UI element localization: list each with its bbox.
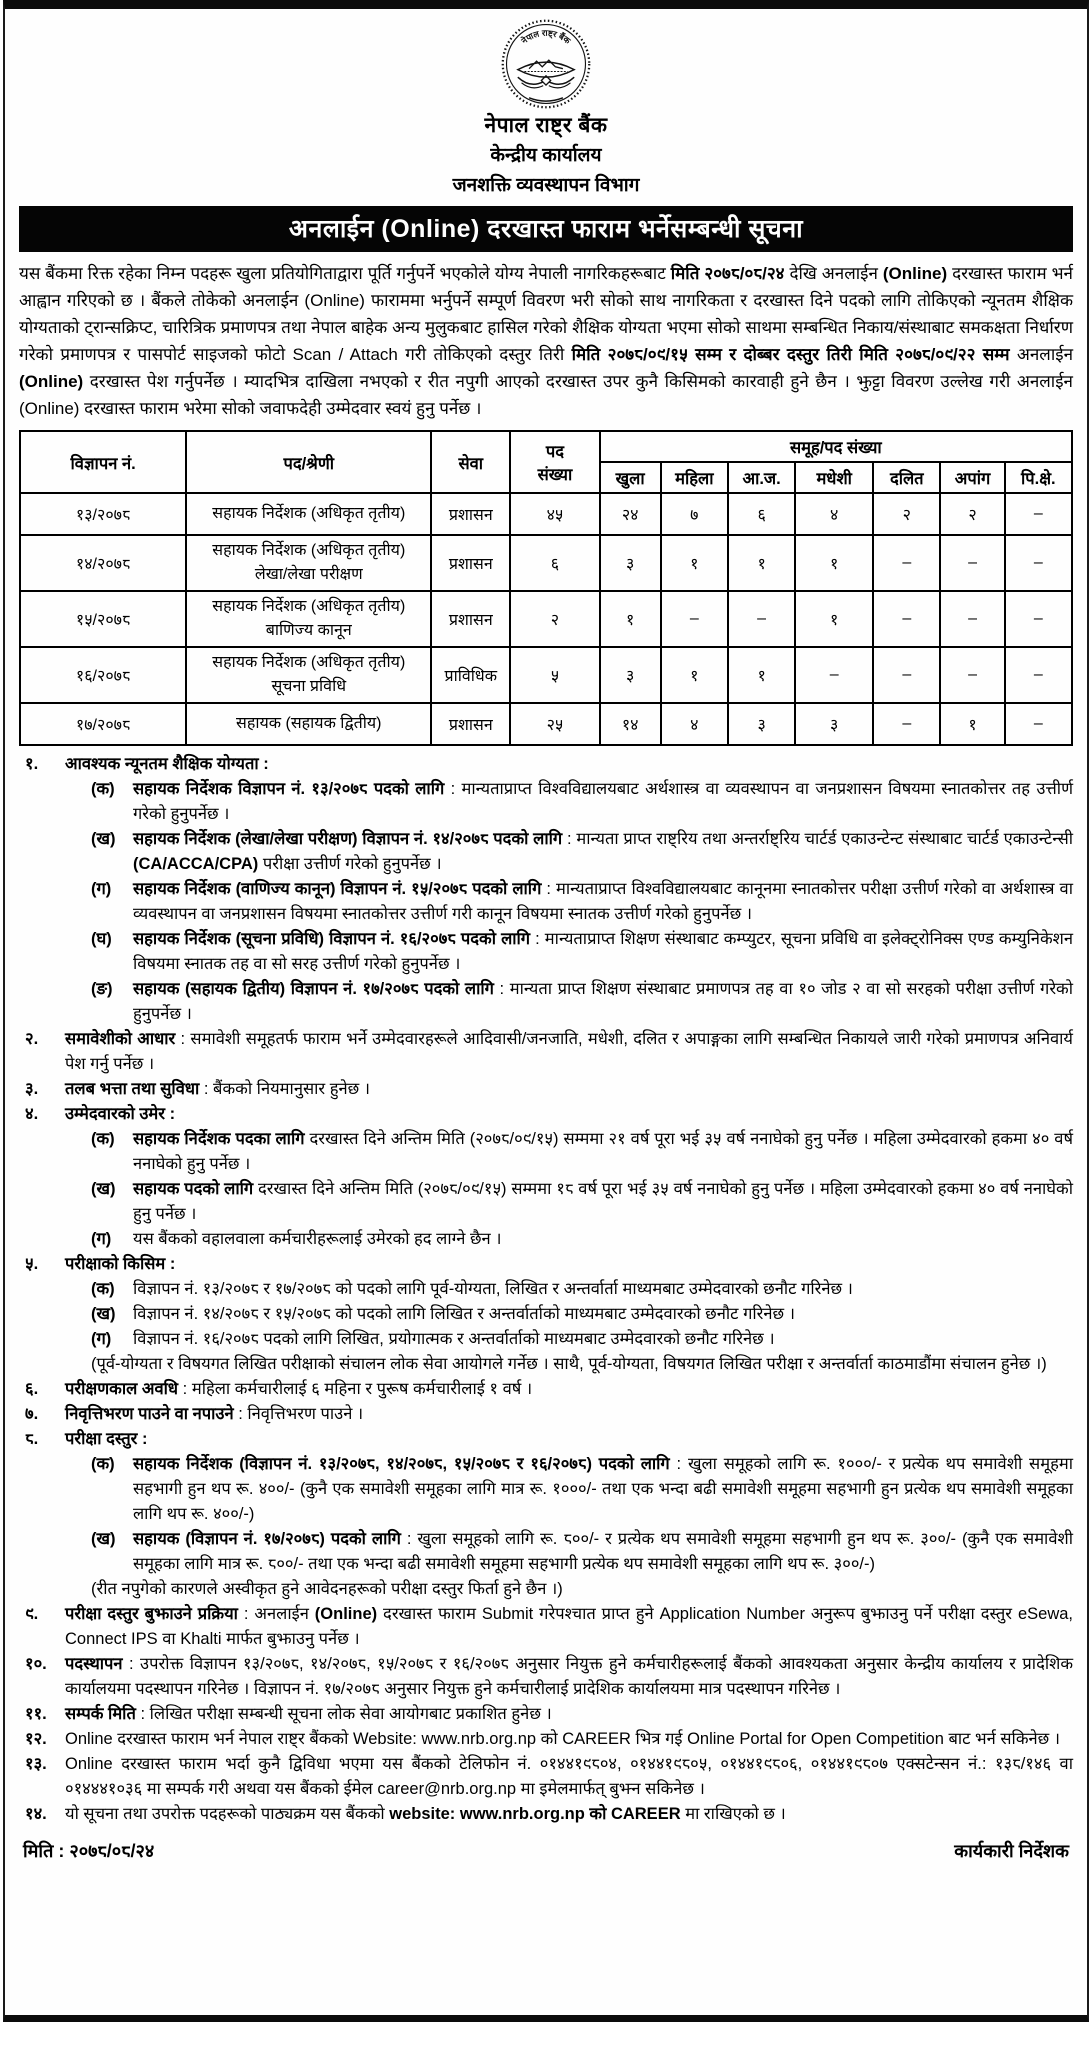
sub-item-label: (क) [91, 780, 115, 798]
section-sub-item [91, 977, 1073, 1027]
text-run: : समावेशी समूहतर्फ फाराम भर्ने उम्मेदवारहरूले आदिवासी/जनजाति, मधेशी, दलित र अपाङ्गका लागि सम्बन्धित निकायले जारी गरेको प्रमाणपत्र अनिवार्य पेश गर्नु पर्नेछ । [65, 1030, 1073, 1073]
post-cell [186, 493, 431, 535]
bold-text-run: परीक्षाको किसिम : [65, 1255, 176, 1273]
group-count-cell-6: – [1005, 591, 1072, 647]
group-count-cell-1: ७ [661, 493, 728, 535]
post-line: सहायक निर्देशक (अधिकृत तृतीय) [212, 598, 406, 615]
sub-item-label: (ङ) [91, 980, 113, 998]
section-main-line [65, 1602, 1073, 1652]
group-count-cell-0: १४ [600, 703, 661, 745]
vacancy-row [20, 703, 1072, 745]
col-header-post: पद/श्रेणी [186, 431, 431, 493]
section-item [19, 1377, 1073, 1402]
sub-item-text [133, 877, 1073, 927]
bold-text-run: सहायक पदको लागि [133, 1180, 254, 1198]
vacancy-table-head [20, 431, 1072, 493]
post-count-line2: संख्या [537, 466, 573, 484]
section-content [65, 1252, 1073, 1377]
bold-text-run: सहायक (सहायक द्वितीय) विज्ञापन नं. १७/२०७८ पदको लागि [133, 980, 494, 998]
sub-item-text [133, 1327, 1073, 1352]
post-line: सूचना प्रविधि [271, 678, 347, 695]
section-main-line [65, 1752, 1073, 1802]
advt-no-cell: १५/२०७८ [20, 591, 186, 647]
group-count-cell-1: ४ [661, 703, 728, 745]
group-count-cell-5: १ [940, 703, 1004, 745]
section-item [19, 1802, 1073, 1827]
section-content [65, 1602, 1073, 1652]
col-header-group: समूह/पद संख्या [600, 431, 1072, 462]
text-run: : मान्यताप्राप्त विश्वविद्यालयबाट अर्थशास्त्र वा व्यवस्थापन वा जनप्रशासन विषयमा स्नातकोत्तर तह उत्तीर्ण गरेको हुनुपर्नेछ । [133, 780, 1073, 823]
vacancy-table-body [20, 493, 1072, 745]
advt-no-cell: १६/२०७८ [20, 647, 186, 703]
text-run: : लिखित परीक्षा सम्बन्धी सूचना लोक सेवा आयोगबाट प्रकाशित हुनेछ । [135, 1705, 552, 1723]
group-count-cell-0: १ [600, 591, 661, 647]
section-item [19, 1702, 1073, 1727]
section-sub-item [91, 1302, 1073, 1327]
section-item [19, 1652, 1073, 1702]
section-sub-item [91, 1327, 1073, 1352]
text-run: : मान्यताप्राप्त विश्वविद्यालयबाट कानूनमा स्नातकोत्तर परीक्षा उत्तीर्ण गरेको वा अर्थशास्त्र वा व्यवस्थापन वा जनप्रशासन विषयमा स्नातकोत्तर उत्तीर्ण गरी कानून विषयमा स्नातक उत्तीर्ण गरेको हुनुपर्नेछ । [133, 880, 1073, 923]
central-office-line: केन्द्रीय कार्यालय [490, 145, 602, 166]
section-number: १. [25, 755, 39, 773]
vacancy-table [19, 430, 1073, 746]
section-number: ९. [25, 1605, 39, 1623]
sub-item-label: (क) [91, 1130, 115, 1148]
text-run: दरखास्त पेश गर्नुपर्नेछ । म्यादभित्र दाखिला नभएको र रीत नपुगी आएको दरखास्त उपर कुनै किसिमको कारवाही हुने छैन । झुट्टा विवरण उल्लेख गरी अनलाईन (Online) दरखास्त फाराम भरेमा सोको जवाफदेही उम्मेदवार स्वयं हुनु पर्नेछ । [19, 372, 1073, 418]
bold-text-run: (Online) [314, 1605, 378, 1623]
text-run: Online दरखास्त फाराम भर्न नेपाल राष्ट्र बैंकको Website: www.nrb.org.np को CAREER भित्र गई Online Portal for Open Competition बाट भर्न सकिनेछ । [65, 1730, 1061, 1748]
bold-text-run: सहायक निर्देशक पदका लागि [133, 1130, 305, 1148]
section-item [19, 1102, 1073, 1252]
section-number: ११. [25, 1705, 47, 1723]
section-number: १२. [25, 1730, 47, 1748]
service-cell: प्राविधिक [431, 647, 510, 703]
section-number: ६. [25, 1380, 39, 1398]
text-run: : निवृत्तिभरण पाउने । [233, 1405, 364, 1423]
post-cell [186, 591, 431, 647]
post-count-cell: ६ [510, 535, 599, 591]
section-item [19, 1402, 1073, 1427]
bold-text-run: (Online) [19, 372, 84, 391]
text-run: परीक्षा उत्तीर्ण गरेको हुनुपर्नेछ । [258, 855, 442, 873]
post-count-cell: २ [510, 591, 599, 647]
intro-paragraph [19, 260, 1073, 422]
service-cell: प्रशासन [431, 493, 510, 535]
section-content [65, 1652, 1073, 1702]
post-cell [186, 703, 431, 745]
section-number: ७. [25, 1405, 39, 1423]
section-note [91, 1352, 1073, 1377]
col-header-adivasi: आ.ज. [728, 462, 795, 493]
group-count-cell-2: – [728, 591, 795, 647]
col-header-backward-area: पि.क्षे. [1005, 462, 1072, 493]
section-sub-item [91, 777, 1073, 827]
group-count-cell-5: – [940, 591, 1004, 647]
sub-item-label: (क) [91, 1455, 115, 1473]
section-sub-item [91, 1277, 1073, 1302]
post-line: सहायक निर्देशक (अधिकृत तृतीय) [212, 542, 406, 559]
bold-text-run: मिति २०७८/०८/२४ [670, 264, 785, 283]
sub-item-label: (ख) [91, 1305, 116, 1323]
group-count-cell-0: ३ [600, 647, 661, 703]
text-run: अनलाईन [1009, 345, 1073, 364]
post-line: सहायक निर्देशक (अधिकृत तृतीय) [212, 654, 406, 671]
group-count-cell-4: २ [873, 493, 940, 535]
bold-text-run: सम्पर्क मिति [65, 1705, 136, 1723]
text-run: दरखास्त दिने अन्तिम मिति (२०७८/०९/१५) सम्ममा १८ वर्ष पूरा भई ३५ वर्ष ननाघेको हुनु पर्नेछ । महिला उम्मेदवारको हकमा ४० वर्ष ननाघेको हुनु पर्नेछ । [133, 1180, 1073, 1223]
text-run: देखि अनलाईन [784, 264, 883, 283]
text-run: : मान्यता प्राप्त राष्ट्रिय तथा अन्तर्राष्ट्रिय चार्टर्ड एकाउन्टेन्ट संस्थाबाट चार्टर्ड एकाउन्टेन्सी [562, 830, 1073, 848]
text-run: : महिला कर्मचारीलाई ६ महिना र पुरूष कर्मचारीलाई १ वर्ष । [178, 1380, 533, 1398]
group-count-cell-6: – [1005, 535, 1072, 591]
bold-text-run: निवृत्तिभरण पाउने वा नपाउने [65, 1405, 234, 1423]
section-content [65, 1102, 1073, 1252]
document-footer [23, 1839, 1069, 1863]
group-count-cell-3: ३ [795, 703, 873, 745]
post-count-cell: ४५ [510, 493, 599, 535]
group-count-cell-3: १ [795, 535, 873, 591]
bold-text-run: समावेशीको आधार [65, 1030, 176, 1048]
bold-text-run: पदस्थापन [65, 1655, 123, 1673]
sub-item-text [133, 1177, 1073, 1227]
bold-text-run: आवश्यक न्यूनतम शैक्षिक योग्यता : [65, 755, 269, 773]
group-count-cell-0: ३ [600, 535, 661, 591]
section-main-line [65, 1802, 1073, 1827]
post-line: सहायक निर्देशक (अधिकृत तृतीय) [212, 505, 406, 522]
section-content [65, 1802, 1073, 1827]
col-header-advt-no: विज्ञापन नं. [20, 431, 186, 493]
section-content [65, 1727, 1073, 1752]
sub-item-label: (ख) [91, 830, 116, 848]
text-run: दरखास्त फाराम Submit गरेपश्चात प्राप्त हुने Application Number अनुरूप बुझाउनु पर्ने परीक्षा दस्तुर eSewa, Connect IPS वा Khalti मार्फत बुझाउनु पर्नेछ । [65, 1605, 1073, 1648]
bold-text-run: website: www.nrb.org.np को CAREER [389, 1805, 681, 1823]
sub-item-text [133, 827, 1073, 877]
section-number: ४. [25, 1105, 39, 1123]
group-count-cell-1: – [661, 591, 728, 647]
group-count-cell-2: १ [728, 647, 795, 703]
col-header-disabled: अपांग [940, 462, 1004, 493]
notice-page [3, 0, 1089, 2022]
post-count-cell: २५ [510, 703, 599, 745]
section-sub-item [91, 877, 1073, 927]
text-run: : खुला समूहको लागि रू. १०००/- र प्रत्येक थप समावेशी समूहमा सहभागी हुन थप रू. ४००/- (कुनै एक समावेशी समूहका लागि मात्र रू. १०००/- तथा एक भन्दा बढी समावेशी समूहमा सहभागी हुन प्रत्येक थप समावेशी समूहका लागि थप रू. ४००/-) [133, 1455, 1073, 1523]
text-run: : मान्यताप्राप्त शिक्षण संस्थाबाट कम्प्युटर, सूचना प्रविधि वा इलेक्ट्रोनिक्स एण्ड कम्युनिकेशन विषयमा स्नातक तह वा सो सरह उत्तीर्ण गरेको हुनुपर्नेछ । [133, 930, 1073, 973]
document-header [19, 17, 1073, 201]
sub-item-text [133, 1452, 1073, 1527]
vacancy-row [20, 647, 1072, 703]
section-main-line [65, 1727, 1073, 1752]
section-number: ८. [25, 1430, 39, 1448]
bold-text-run: मिति २०७८/०९/१५ सम्म र दोब्बर दस्तुर तिरी मिति २०७८/०९/२२ सम्म [571, 345, 1010, 364]
text-run: (रीत नपुगेको कारणले अस्वीकृत हुने आवेदनहरूको परीक्षा दस्तुर फिर्ता हुने छैन ।) [91, 1580, 563, 1598]
section-item [19, 1252, 1073, 1377]
bold-text-run: उम्मेदवारको उमेर : [65, 1105, 176, 1123]
section-main-line [65, 1252, 1073, 1277]
sub-item-label: (ग) [91, 880, 112, 898]
section-main-line [65, 1427, 1073, 1452]
sub-item-text [133, 1127, 1073, 1177]
post-line: बाणिज्य कानून [265, 622, 352, 639]
sub-item-label: (ख) [91, 1180, 116, 1198]
bold-text-run: परीक्षणकाल अवधि [65, 1380, 179, 1398]
section-main-line [65, 1377, 1073, 1402]
section-number: १४. [25, 1805, 47, 1823]
text-run: (पूर्व-योग्यता र विषयगत लिखित परीक्षाको संचालन लोक सेवा आयोगले गर्नेछ । साथै, पूर्व-योग्यता, विषयगत लिखित परीक्षा र अन्तर्वार्ता काठमाडौंमा संचालन हुनेछ ।) [91, 1355, 1047, 1373]
group-count-cell-6: – [1005, 703, 1072, 745]
section-sub-item [91, 1527, 1073, 1577]
section-content [65, 1077, 1073, 1102]
col-header-service: सेवा [431, 431, 510, 493]
notice-title-banner: अनलाईन (Online) दरखास्त फाराम भर्नेसम्बन्धी सूचना [19, 206, 1073, 252]
post-cell [186, 535, 431, 591]
advt-no-cell: १३/२०७८ [20, 493, 186, 535]
section-sub-item [91, 1227, 1073, 1252]
sub-item-text [133, 1527, 1073, 1577]
section-sub-item [91, 1452, 1073, 1527]
footer-signature: कार्यकारी निर्देशक [954, 1841, 1069, 1861]
group-count-cell-6: – [1005, 647, 1072, 703]
bold-text-run: सहायक निर्देशक (सूचना प्रविधि) विज्ञापन नं. १६/२०७८ पदको लागि [133, 930, 531, 948]
sub-item-text [133, 977, 1073, 1027]
post-line: लेखा/लेखा परीक्षण [254, 566, 363, 583]
section-main-line [65, 1102, 1073, 1127]
section-item [19, 1027, 1073, 1077]
svg-text:नेपाल राष्ट्र बैंक: नेपाल राष्ट्र बैंक [519, 27, 573, 46]
bold-text-run: सहायक निर्देशक विज्ञापन नं. १३/२०७८ पदको लागि [133, 780, 445, 798]
group-count-cell-4: – [873, 703, 940, 745]
sub-item-text [133, 1227, 1073, 1252]
bold-text-run: (Online) [882, 264, 948, 283]
text-run: : उपरोक्त विज्ञापन १३/२०७८, १४/२०७८, १५/२०७८ र १६/२०७८ अनुसार नियुक्त हुने कर्मचारीहरूलाई बैंकको आवश्यकता अनुसार केन्द्रीय कार्यालय र प्रादेशिक कार्यालयमा पदस्थापन गरिनेछ । विज्ञापन नं. १७/२०७८ अनुसार नियुक्त हुने कर्मचारीलाई प्रादेशिक कार्यालयमा मात्र पदस्थापन गरिनेछ । [65, 1655, 1073, 1698]
section-content [65, 1027, 1073, 1077]
sub-item-text [133, 1277, 1073, 1302]
group-count-cell-5: २ [940, 493, 1004, 535]
section-item [19, 1727, 1073, 1752]
text-run: विज्ञापन नं. १३/२०७८ र १७/२०७८ को पदको लागि पूर्व-योग्यता, लिखित र अन्तर्वार्ता माध्यमबाट उम्मेदवारको छनौट गरिनेछ । [133, 1280, 853, 1298]
bold-text-run: सहायक निर्देशक (वाणिज्य कानून) विज्ञापन नं. १५/२०७८ पदको लागि [133, 880, 542, 898]
text-run: विज्ञापन नं. १४/२०७८ र १५/२०७८ को पदको लागि लिखित र अन्तर्वार्ताको माध्यमबाट उम्मेदवारको छनौट गरिनेछ । [133, 1305, 795, 1323]
text-run: : मान्यता प्राप्त शिक्षण संस्थाबाट प्रमाणपत्र तह वा १० जोड २ वा सो सरहको परीक्षा उत्तीर्ण गरेको हुनुपर्नेछ । [133, 980, 1074, 1023]
section-number: १०. [25, 1655, 47, 1673]
section-main-line [65, 1702, 1073, 1727]
group-count-cell-2: १ [728, 535, 795, 591]
sub-item-text [133, 927, 1073, 977]
section-content [65, 1702, 1073, 1727]
group-count-cell-5: – [940, 535, 1004, 591]
group-count-cell-3: १ [795, 591, 873, 647]
section-number: ५. [25, 1255, 39, 1273]
section-main-line [65, 1027, 1073, 1077]
sub-item-label: (घ) [91, 930, 112, 948]
text-run: दरखास्त दिने अन्तिम मिति (२०७८/०९/१५) सम्ममा २१ वर्ष पूरा भई ३५ वर्ष ननाघेको हुनु पर्नेछ । महिला उम्मेदवारको हकमा ४० वर्ष ननाघेको हुनु पर्नेछ । [133, 1130, 1073, 1173]
text-run: दरखास्त फाराम भर्न आह्वान गरिएको छ । बैंकले तोकेको अनलाईन (Online) फाराममा भर्नुपर्ने सम्पूर्ण विवरण भरी सोको साथ नागरिकता र दरखास्त दिने पदको लागि तोकिएको न्यूनतम शैक्षिक योग्यताको ट्रान्सक्रिप्ट, चारित्रिक प्रमाणपत्र तथा नेपाल बाहेक अन्य मुलुकबाट हासिल गरेको शैक्षिक योग्यता भएमा सोको साथमा सम्बन्धित निकाय/संस्थाबाट समकक्षता निर्धारण गरेको प्रमाणपत्र र पासपोर्ट साइजको फोटो Scan / Attach गरी तोकिएको दस्तुर तिरी [19, 264, 1073, 364]
section-content [65, 752, 1073, 1027]
text-run: Online दरखास्त फाराम भर्दा कुनै द्विविधा भएमा यस बैंकको टेलिफोन नं. ०१४४१९८०४, ०१४४१९८०५, ०१४४१९८०६, ०१४४१९८०७ एक्सटेन्सन नं.: १३८/१४६ वा ०१४४४१०३६ मा सम्पर्क गरी अथवा यस बैंकको ईमेल career@nrb.org.np मा इमेलमार्फत् बुझ्न सकिनेछ । [65, 1755, 1073, 1798]
vacancy-row [20, 535, 1072, 591]
section-item [19, 1077, 1073, 1102]
text-run: मा राखिएको छ । [680, 1805, 786, 1823]
section-content [65, 1377, 1073, 1402]
service-cell: प्रशासन [431, 703, 510, 745]
text-run: : खुला समूहको लागि रू. ८००/- र प्रत्येक थप समावेशी समूहमा सहभागी हुन थप रू. ३००/- (कुनै एक समावेशी समूहका लागि मात्र रू. ८००/- तथा एक भन्दा बढी समावेशी समूहमा सहभागी प्रत्येक थप समावेशी समूहका लागि थप रू. ३००/-) [133, 1530, 1073, 1573]
vacancy-row [20, 493, 1072, 535]
department-line: जनशक्ति व्यवस्थापन विभाग [452, 175, 640, 196]
text-run: विज्ञापन नं. १६/२०७८ पदको लागि लिखित, प्रयोगात्मक र अन्तर्वार्ताको माध्यमबाट उम्मेदवारको छनौट गरिनेछ । [133, 1330, 775, 1348]
col-header-dalit: दलित [873, 462, 940, 493]
section-content [65, 1402, 1073, 1427]
section-sub-item [91, 927, 1073, 977]
group-count-cell-4: – [873, 591, 940, 647]
col-header-post-count [510, 431, 599, 493]
section-sub-item [91, 1177, 1073, 1227]
text-run: यस बैंकको वहालवाला कर्मचारीहरूलाई उमेरको हद लाग्ने छैन । [133, 1230, 502, 1248]
section-number: १३. [25, 1755, 47, 1773]
sub-item-text [133, 1302, 1073, 1327]
section-note [91, 1577, 1073, 1602]
bold-text-run: परीक्षा दस्तुर बुझाउने प्रक्रिया [65, 1605, 238, 1623]
group-count-cell-4: – [873, 535, 940, 591]
group-count-cell-6: – [1005, 493, 1072, 535]
group-count-cell-1: १ [661, 647, 728, 703]
group-count-cell-2: ३ [728, 703, 795, 745]
section-item [19, 1602, 1073, 1652]
col-header-open: खुला [600, 462, 661, 493]
group-count-cell-1: १ [661, 535, 728, 591]
sub-item-label: (ख) [91, 1530, 116, 1548]
sub-item-text [133, 777, 1073, 827]
section-list [19, 752, 1073, 1827]
section-main-line [65, 1402, 1073, 1427]
section-content [65, 1427, 1073, 1602]
group-count-cell-3: – [795, 647, 873, 703]
text-run: यस बैंकमा रिक्त रहेका निम्न पदहरू खुला प्रतियोगिताद्वारा पूर्ति गर्नुपर्ने भएकोले योग्य नेपाली नागरिकहरूबाट [19, 264, 671, 283]
section-number: ३. [25, 1080, 39, 1098]
section-main-line [65, 752, 1073, 777]
bold-text-run: सहायक निर्देशक (लेखा/लेखा परीक्षण) विज्ञापन नं. १४/२०७८ पदको लागि [133, 830, 563, 848]
post-count-line1: पद [545, 443, 564, 461]
vacancy-row [20, 591, 1072, 647]
section-main-line [65, 1652, 1073, 1702]
advt-no-cell: १४/२०७८ [20, 535, 186, 591]
group-count-cell-5: – [940, 647, 1004, 703]
group-count-cell-2: ६ [728, 493, 795, 535]
bold-text-run: तलब भत्ता तथा सुविधा [65, 1080, 200, 1098]
section-sub-item [91, 1127, 1073, 1177]
text-run: यो सूचना तथा उपरोक्त पदहरूको पाठ्यक्रम यस बैंकको [65, 1805, 390, 1823]
sub-item-label: (ग) [91, 1230, 112, 1248]
section-item [19, 1427, 1073, 1602]
nrb-seal-icon [499, 17, 593, 111]
section-sub-item [91, 827, 1073, 877]
service-cell: प्रशासन [431, 591, 510, 647]
sub-item-label: (ग) [91, 1330, 112, 1348]
section-item [19, 752, 1073, 1027]
bank-name: नेपाल राष्ट्र बैंक [484, 114, 608, 137]
footer-date: मिति : २०७८/०८/२४ [23, 1841, 155, 1861]
section-item [19, 1752, 1073, 1802]
group-count-cell-0: २४ [600, 493, 661, 535]
bold-text-run: (CA/ACCA/CPA) [133, 855, 259, 873]
section-number: २. [25, 1030, 39, 1048]
post-line: सहायक (सहायक द्वितीय) [236, 715, 382, 732]
service-cell: प्रशासन [431, 535, 510, 591]
section-main-line [65, 1077, 1073, 1102]
text-run: : बैंकको नियमानुसार हुनेछ । [199, 1080, 371, 1098]
text-run: : अनलाईन [237, 1605, 315, 1623]
bold-text-run: सहायक (विज्ञापन नं. १७/२०७८) पदको लागि [133, 1530, 401, 1548]
post-cell [186, 647, 431, 703]
section-content [65, 1752, 1073, 1802]
group-count-cell-3: ४ [795, 493, 873, 535]
col-header-madheshi: मधेशी [795, 462, 873, 493]
post-count-cell: ५ [510, 647, 599, 703]
sub-item-label: (क) [91, 1280, 115, 1298]
advt-no-cell: १७/२०७८ [20, 703, 186, 745]
col-header-women: महिला [661, 462, 728, 493]
bold-text-run: सहायक निर्देशक (विज्ञापन नं. १३/२०७८, १४/२०७८, १५/२०७८ र १६/२०७८) पदको लागि [133, 1455, 670, 1473]
group-count-cell-4: – [873, 647, 940, 703]
bold-text-run: परीक्षा दस्तुर : [65, 1430, 148, 1448]
